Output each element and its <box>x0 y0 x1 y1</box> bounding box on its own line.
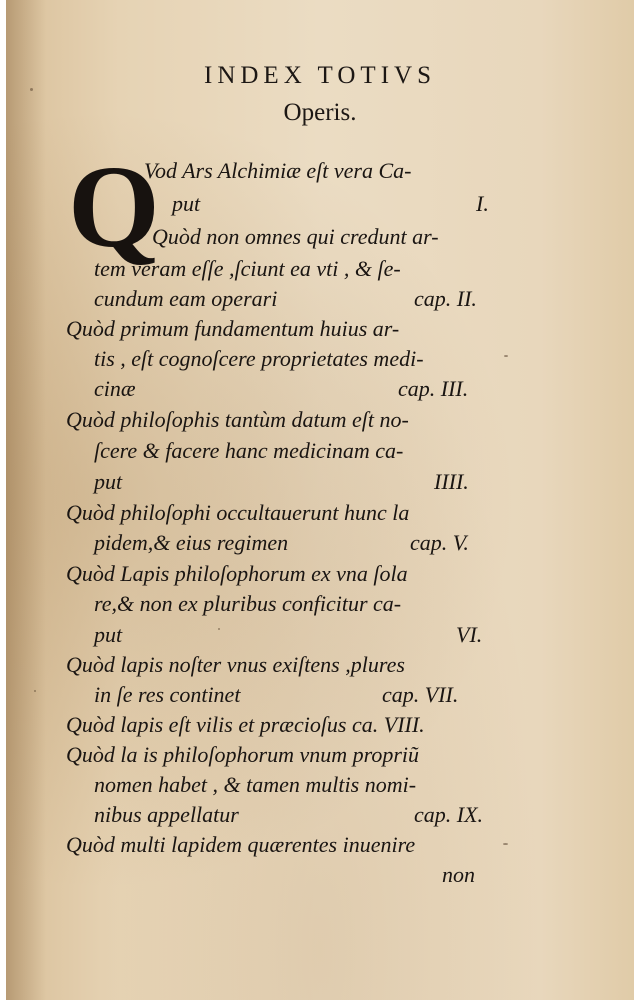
chapter-reference: cap. IX. <box>414 802 484 827</box>
chapter-reference: cap. VII. <box>382 682 459 707</box>
index-line: Quòd multi lapidem quærentes inuenire <box>66 832 416 857</box>
index-title: INDEX TOTIVS <box>204 62 436 89</box>
paper-speck <box>504 355 508 357</box>
index-line: put <box>94 622 123 647</box>
index-line: Quòd primum fundamentum huius ar- <box>66 316 400 341</box>
index-line: put <box>172 191 201 216</box>
chapter-reference: IIII. <box>434 469 469 494</box>
drop-capital: Q <box>68 141 160 272</box>
chapter-reference: cap. V. <box>410 530 469 555</box>
index-line: put <box>94 469 123 494</box>
index-line: Quòd non omnes qui credunt ar- <box>152 224 439 249</box>
index-line: nibus appellatur <box>94 802 239 827</box>
catchword: non <box>442 862 475 887</box>
index-line: Quòd la is philoſophorum vnum propriũ <box>66 742 420 767</box>
index-line: Quòd Lapis philoſophorum ex vna ſola <box>66 561 408 586</box>
index-line: cundum eam operari <box>94 286 278 311</box>
index-line: pidem,& eius regimen <box>94 530 289 555</box>
index-subtitle: Operis. <box>283 99 357 126</box>
index-line: tem veram eſſe ,ſciunt ea vti , & ſe- <box>94 256 401 281</box>
book-page <box>6 0 634 1000</box>
paper-speck <box>34 690 36 692</box>
index-line: ſcere & facere hanc medicinam ca- <box>94 438 404 463</box>
index-line: in ſe res continet <box>94 682 241 707</box>
chapter-reference: I. <box>476 191 489 216</box>
paper-speck <box>30 88 33 91</box>
paper-speck <box>218 628 220 630</box>
index-line: Vod Ars Alchimiæ eſt vera Ca- <box>144 158 412 183</box>
page-gutter-shadow <box>6 0 46 1000</box>
paper-speck <box>503 843 508 845</box>
index-line: re,& non ex pluribus conficitur ca- <box>94 591 402 616</box>
chapter-reference: cap. II. <box>414 286 477 311</box>
index-line: nomen habet , & tamen multis nomi- <box>94 772 417 797</box>
index-line: cinæ <box>94 376 136 401</box>
chapter-reference: VI. <box>456 622 483 647</box>
index-line: Quòd lapis noſter vnus exiſtens ,plures <box>66 652 405 677</box>
index-line: tis , eſt cognoſcere proprietates medi- <box>94 346 424 371</box>
index-line: Quòd philoſophi occultauerunt hunc la <box>66 500 410 525</box>
chapter-reference: cap. III. <box>398 376 469 401</box>
index-line: Quòd lapis eſt vilis et præcioſus ca. VIII. <box>66 712 425 737</box>
index-line: Quòd philoſophis tantùm datum eſt no- <box>66 407 409 432</box>
